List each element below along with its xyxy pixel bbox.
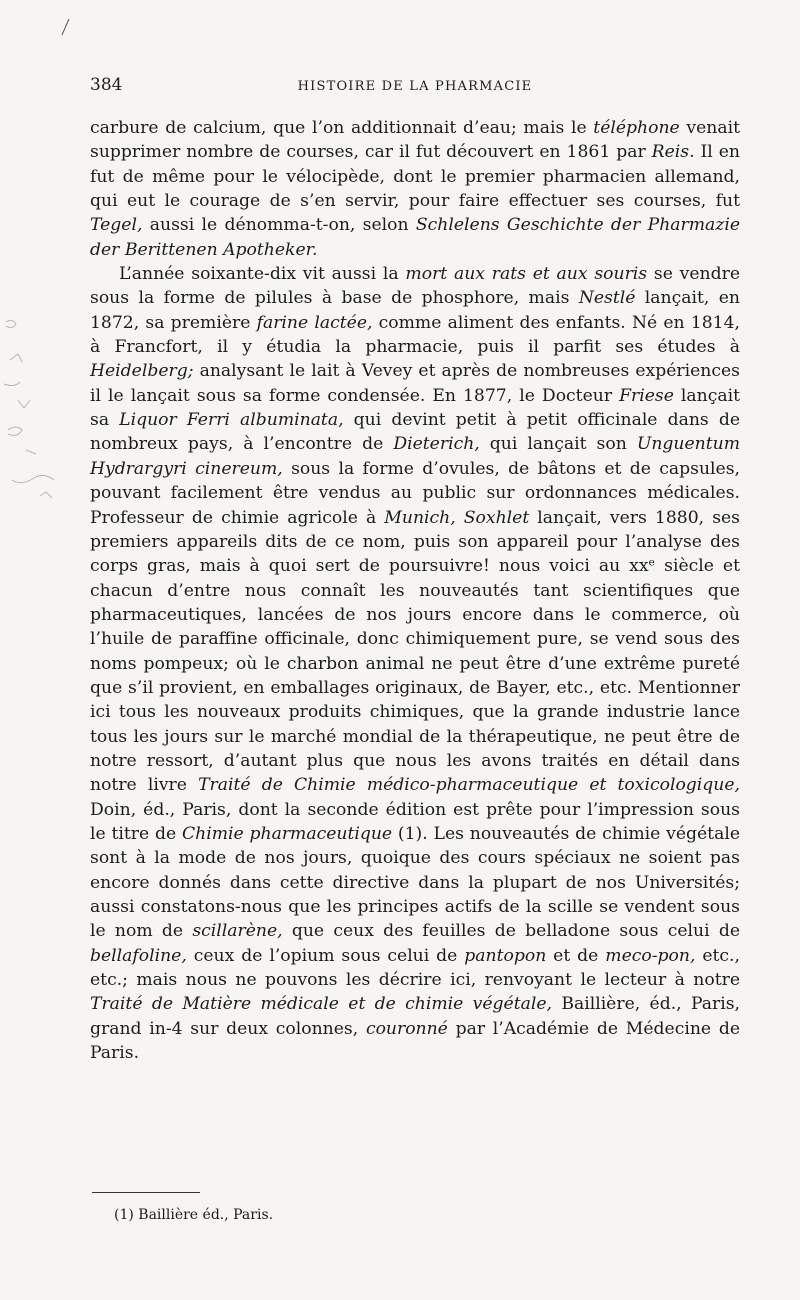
text-run: et de (546, 945, 606, 966)
text-run: se vendre sous la forme de pilules à base de phosphore, mais (90, 264, 741, 309)
body-text (90, 116, 740, 1065)
italic-text: pantopon (464, 945, 547, 966)
italic-text: Friese (619, 385, 674, 406)
footnote-rule (92, 1192, 200, 1193)
italic-text: farine lactée, (256, 312, 373, 333)
italic-text: Chimie pharmaceutique (182, 823, 393, 844)
text-run: lançait, vers 1880, ses premiers appareils dits de ce nom, puis son appareil pour l’analyse des corps gras, mais à quoi sert de poursuivre! nous voici au xxᵉ siècle et chacun d’entre nous connaît les nouveautés tant scientifiques que pharmaceutiques, lancées de nos jours encore dans le commerce, où l’huile de paraffine officinale, donc chimiquement pure, se vend sous des noms pompeux; où le charbon animal ne peut être d’une extrême pureté que s’il provient, en emballages originaux, de Bayer, etc., etc. Mentionner ici tous les nouveaux produits chimiques, que la grande industrie lance tous les jours sur le marché mondial de la thérapeutique, ne peut être de notre ressort, d’autant plus que nous les avons traités en détail dans notre livre (90, 507, 741, 796)
text-run: carbure de calcium, que l’on additionnait d’eau; mais le (90, 118, 594, 138)
text-run: L’année soixante-dix vit aussi la (119, 264, 406, 285)
text-run: analysant le lait à Vevey et après de nombreuses expériences il le lançait sous sa forme condensée. En 1877, le Docteur (90, 361, 740, 406)
text-run: venait supprimer nombre de courses, car il fut découvert en 1861 par (90, 118, 740, 163)
text-run: par l’Académie de Médecine de Paris. (90, 1018, 740, 1064)
italic-text: scillarène, (192, 921, 283, 942)
text-run: ceux de l’opium sous celui de (186, 945, 465, 966)
italic-text: Unguentum Hydrargyri cinereum, (90, 434, 740, 479)
paragraph (90, 116, 740, 262)
paragraph (90, 262, 740, 1065)
italic-text: téléphone (593, 118, 680, 138)
text-run: comme aliment des enfants. Né en 1814, à Francfort, il y étudia la pharmacie, puis il parfit ses études à (90, 312, 741, 358)
running-title: HISTOIRE DE LA PHARMACIE (297, 79, 533, 94)
margin-bleed-marks (0, 300, 80, 520)
italic-text: Traité de Matière médicale et de chimie végétale, (90, 994, 552, 1015)
italic-text: Munich, Soxhlet (384, 507, 530, 528)
text-run: lançait sa (90, 385, 741, 431)
page-number: 384 (90, 75, 123, 95)
text-run: Baillière, éd., Paris, grand in-4 sur deux colonnes, (90, 994, 740, 1039)
text-run: Il en fut de même pour le vélocipède, dont le premier pharmacien allemand, qui eut le courage de s’en servir, pour faire effectuer ses courses, fut (90, 142, 740, 212)
text-run: lançait, en 1872, sa première (90, 288, 740, 333)
text-run: aussi le dénomma-t-on, selon (142, 215, 416, 236)
italic-text: Tegel, (90, 215, 143, 236)
italic-text: Nestlé (578, 288, 636, 309)
italic-text: Liquor Ferri albuminata, (119, 410, 344, 431)
text-run: (1). Les nouveautés de chimie végétale sont à la mode de nos jours, quoique des cours spéciaux ne soient pas encore donnés dans cette directive dans la plupart de nos Universités; aussi constatons-nous que les principes actifs de la scille se vendent sous le nom de (90, 823, 740, 942)
text-run: que ceux des feuilles de belladone sous celui de (282, 921, 740, 942)
text-run: qui devint petit à petit officinale dans de nombreux pays, à l’encontre de (90, 410, 741, 455)
italic-text: bellafoline, (90, 945, 187, 966)
italic-text: Heidelberg; (90, 361, 194, 382)
text-run: qui lançait son (479, 434, 637, 455)
italic-text: Schlelens Geschichte der Pharmazie der Berittenen Apotheker. (90, 215, 741, 260)
italic-text: mort aux rats et aux souris (405, 264, 648, 285)
footnote: (1) Baillière éd., Paris. (114, 1207, 274, 1223)
text-run: Doin, éd., Paris, dont la seconde édition est prête pour l’impression sous le titre de (90, 799, 740, 844)
italic-text: Dieterich, (393, 434, 480, 455)
text-run: etc., etc.; mais nous ne pouvons les décrire ici, renvoyant le lecteur à notre (90, 945, 740, 991)
italic-text: Traité de Chimie médico-pharmaceutique et toxicologique, (198, 775, 740, 796)
scan-mark (60, 18, 70, 36)
italic-text: Reis. (651, 142, 695, 163)
text-run: sous la forme d’ovules, de bâtons et de capsules, pouvant facilement être vendus au public sur ordonnances médicales. Professeur de chimie agricole à (90, 458, 741, 528)
page-header (90, 75, 740, 95)
italic-text: couronné (365, 1018, 448, 1039)
italic-text: meco-pon, (605, 945, 696, 966)
